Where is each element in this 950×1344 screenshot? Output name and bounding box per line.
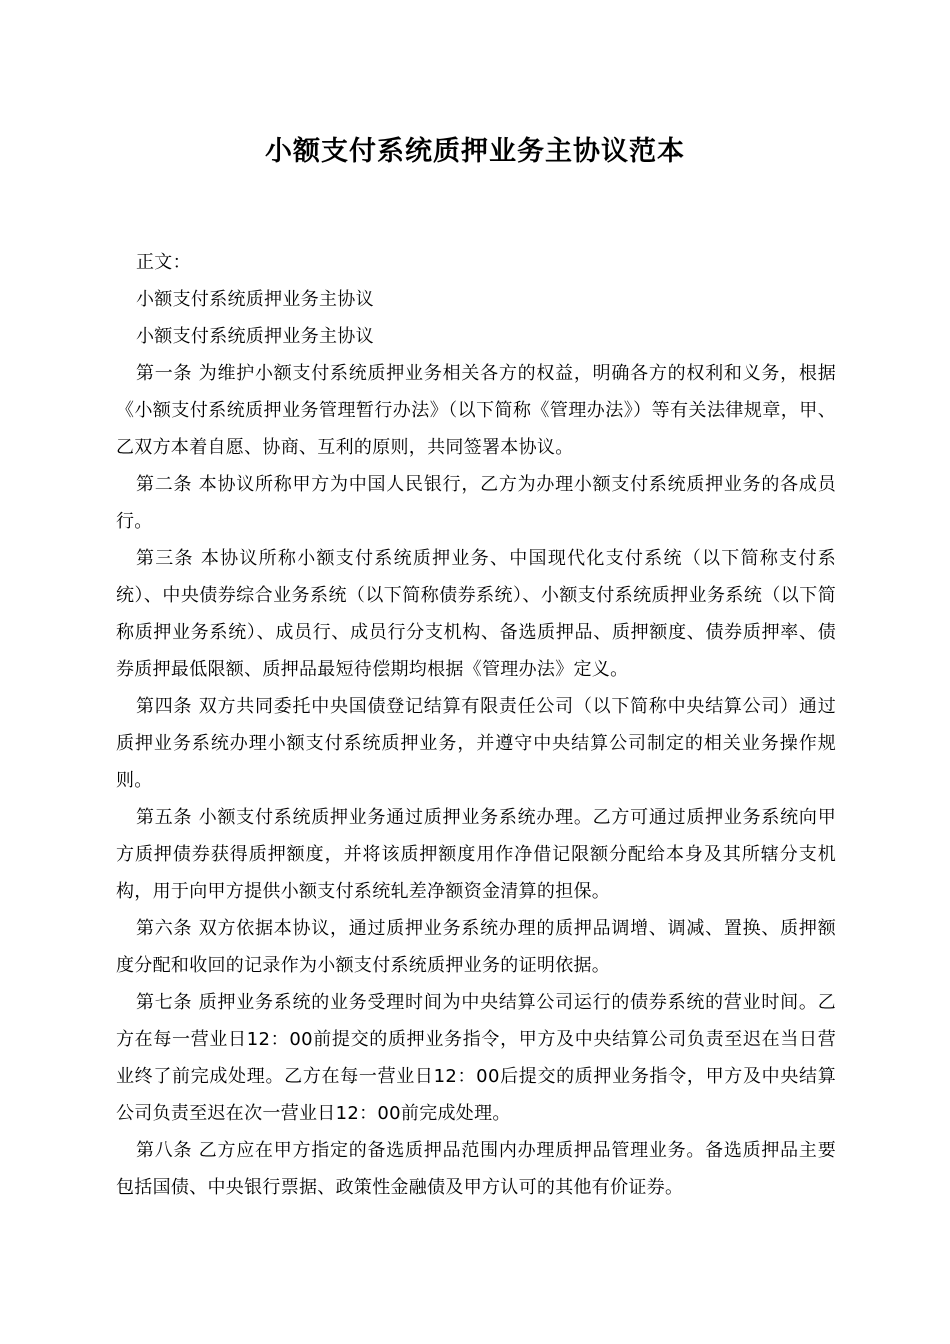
article-6: 第六条 双方依据本协议，通过质押业务系统办理的质押品调增、调减、置换、质押额度分配和收回的记录作为小额支付系统质押业务的证明依据。	[116, 918, 836, 976]
paragraph-main-text-label: 正文：	[136, 252, 191, 273]
document-body	[116, 244, 836, 1206]
article-1: 第一条 为维护小额支付系统质押业务相关各方的权益，明确各方的权利和义务，根据《小额支付系统质押业务管理暂行办法》（以下简称《管理办法》）等有关法律规章，甲、乙双方本着自愿、协商、互利的原则，共同签署本协议。	[116, 363, 836, 458]
article-8: 第八条 乙方应在甲方指定的备选质押品范围内办理质押品管理业务。备选质押品主要包括国债、中央银行票据、政策性金融债及甲方认可的其他有价证券。	[116, 1140, 836, 1198]
article-2: 第二条 本协议所称甲方为中国人民银行，乙方为办理小额支付系统质押业务的各成员行。	[116, 474, 836, 532]
paragraph-agreement-name-1: 小额支付系统质押业务主协议	[136, 289, 374, 310]
document-title: 小额支付系统质押业务主协议范本	[265, 136, 685, 167]
article-5: 第五条 小额支付系统质押业务通过质押业务系统办理。乙方可通过质押业务系统向甲方质押债券获得质押额度，并将该质押额度用作净借记限额分配给本身及其所辖分支机构，用于向甲方提供小额支付系统轧差净额资金清算的担保。	[116, 807, 836, 902]
paragraph-agreement-name-2: 小额支付系统质押业务主协议	[136, 326, 374, 347]
article-4: 第四条 双方共同委托中央国债登记结算有限责任公司（以下简称中央结算公司）通过质押业务系统办理小额支付系统质押业务，并遵守中央结算公司制定的相关业务操作规则。	[116, 696, 836, 791]
article-7: 第七条 质押业务系统的业务受理时间为中央结算公司运行的债券系统的营业时间。乙方在每一营业日12：00前提交的质押业务指令，甲方及中央结算公司负责至迟在当日营业终了前完成处理。乙方在每一营业日12：00后提交的质押业务指令，甲方及中央结算公司负责至迟在次一营业日12：00前完成处理。	[116, 992, 836, 1124]
article-3: 第三条 本协议所称小额支付系统质押业务、中国现代化支付系统（以下简称支付系统）、中央债券综合业务系统（以下简称债券系统）、小额支付系统质押业务系统（以下简称质押业务系统）、成员行、成员行分支机构、备选质押品、质押额度、债券质押率、债券质押最低限额、质押品最短待偿期均根据《管理办法》定义。	[116, 548, 836, 680]
